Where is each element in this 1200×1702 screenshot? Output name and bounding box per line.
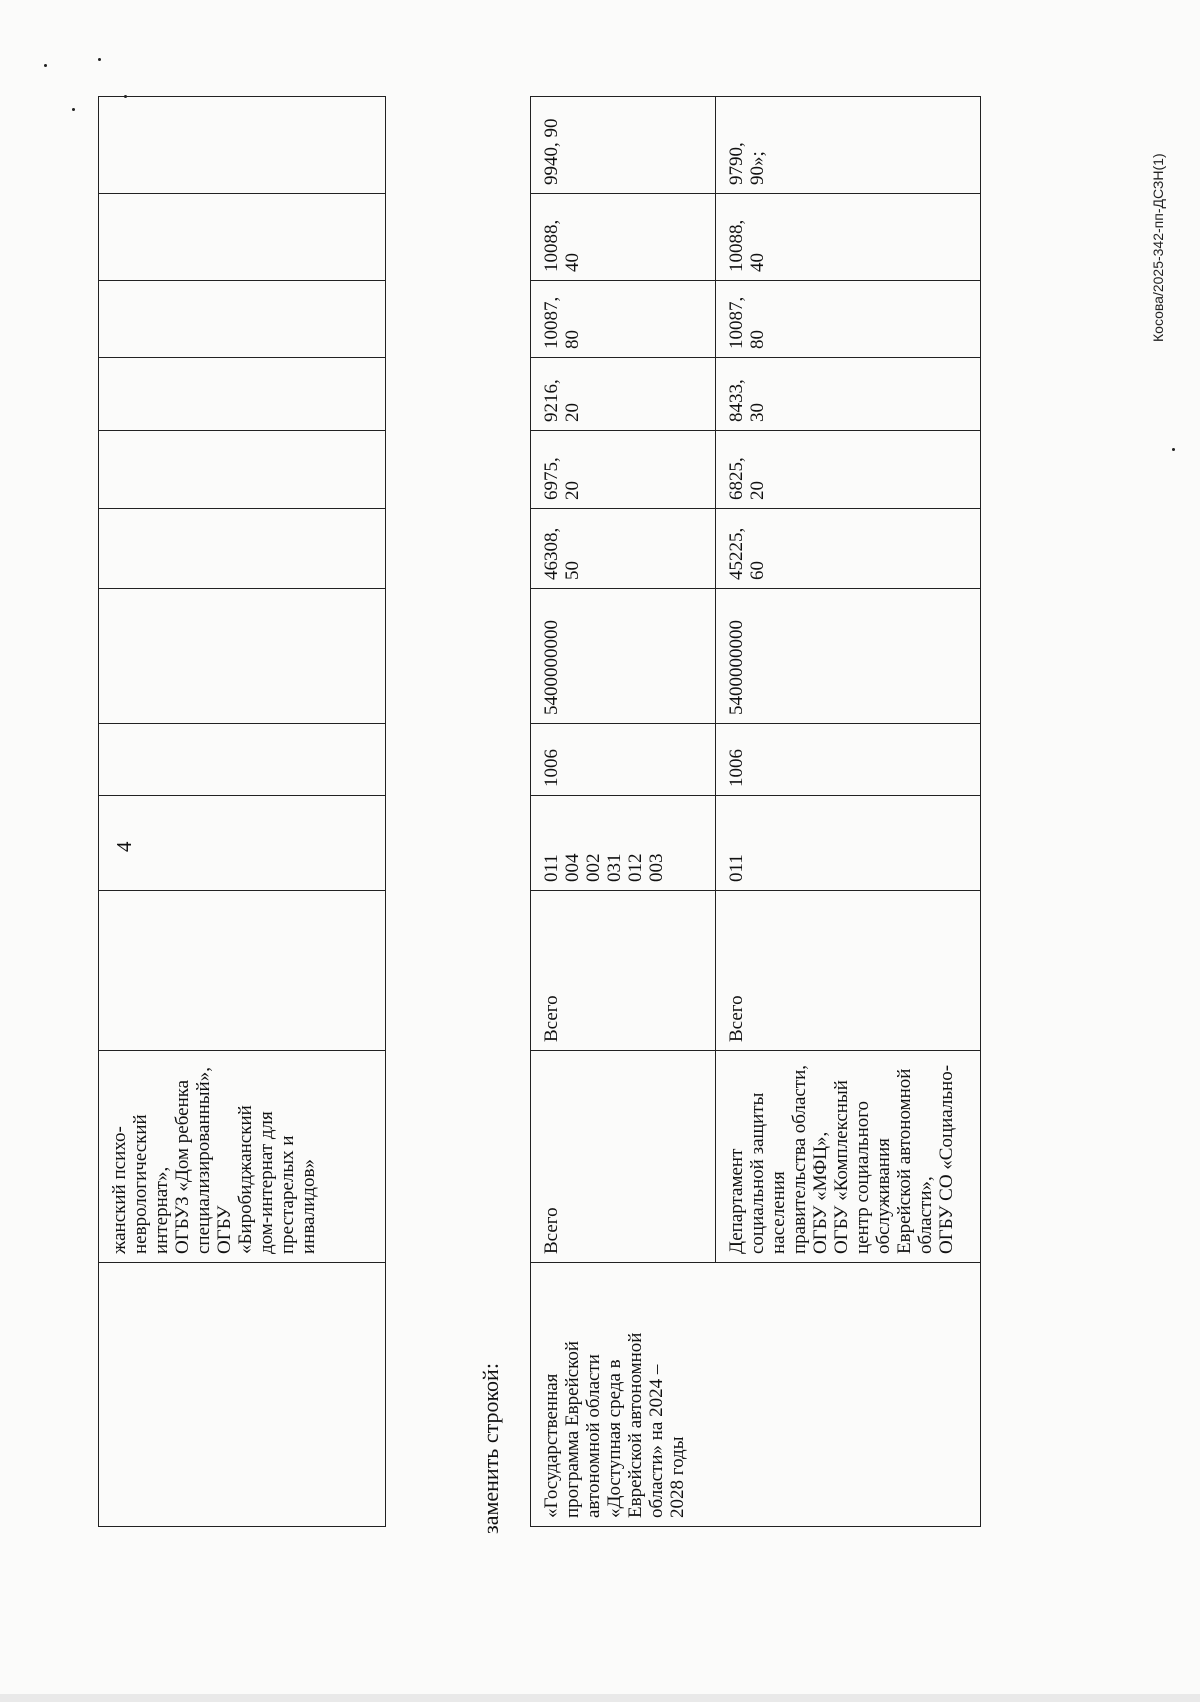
org-list-cell: жанский психо- неврологический интернат», ОГБУЗ «Дом ребенка специализированный», ОГБУ «Биробиджанский дом-интернат для престарелых и инвалидов» xyxy=(99,1051,386,1263)
y2028-cell: 9790, 90»; xyxy=(716,97,981,194)
program-name-cell: «Государственная программа Еврейской автономной области «Доступная среда в Еврейской автономной области» на 2024 – 2028 годы xyxy=(531,1263,981,1527)
y2028-cell-empty xyxy=(99,97,386,194)
y2026-cell: 10087, 80 xyxy=(531,281,716,358)
scan-speck xyxy=(98,58,101,61)
y2024-cell: 6975, 20 xyxy=(531,431,716,509)
y2025-cell: 9216, 20 xyxy=(531,358,716,431)
total-cell: 46308, 50 xyxy=(531,509,716,589)
total-cell-empty xyxy=(99,509,386,589)
rzpr-cell-empty xyxy=(99,724,386,796)
table-replacement xyxy=(530,96,981,1527)
status-cell: Всего xyxy=(716,891,981,1051)
executor-cell: Департамент социальной защиты населения правительства области, ОГБУ «МФЦ», ОГБУ «Комплексный центр социального обслуживания Еврейской автономной области», ОГБУ СО «Социально- xyxy=(716,1051,981,1263)
table-row xyxy=(99,97,386,1527)
y2025-cell: 8433, 30 xyxy=(716,358,981,431)
y2026-cell-empty xyxy=(99,281,386,358)
grbs-cell-empty xyxy=(99,796,386,891)
grbs-cell: 011 004 002 031 012 003 xyxy=(531,796,716,891)
program-cell-empty xyxy=(99,1263,386,1527)
scan-speck xyxy=(72,108,75,111)
y2028-cell: 9940, 90 xyxy=(531,97,716,194)
csr-cell-empty xyxy=(99,589,386,724)
y2027-cell: 10088, 40 xyxy=(716,194,981,281)
rzpr-cell: 1006 xyxy=(531,724,716,796)
y2026-cell: 10087, 80 xyxy=(716,281,981,358)
y2024-cell: 6825, 20 xyxy=(716,431,981,509)
total-cell: 45225, 60 xyxy=(716,509,981,589)
y2024-cell-empty xyxy=(99,431,386,509)
page-number: 4 xyxy=(112,841,136,852)
status-cell-empty xyxy=(99,891,386,1051)
status-cell: Всего xyxy=(531,891,716,1051)
table-row xyxy=(531,97,716,1527)
grbs-cell: 011 xyxy=(716,796,981,891)
rzpr-cell: 1006 xyxy=(716,724,981,796)
y2027-cell-empty xyxy=(99,194,386,281)
scan-speck xyxy=(44,64,47,67)
y2027-cell: 10088, 40 xyxy=(531,194,716,281)
executor-cell: Всего xyxy=(531,1051,716,1263)
scan-speck xyxy=(1172,448,1175,451)
scan-bottom-edge xyxy=(0,1694,1200,1702)
table-continuation xyxy=(98,96,386,1527)
replace-caption: заменить строкой: xyxy=(478,1363,503,1534)
csr-cell: 5400000000 xyxy=(531,589,716,724)
y2025-cell-empty xyxy=(99,358,386,431)
scan-speck xyxy=(124,95,127,98)
csr-cell: 5400000000 xyxy=(716,589,981,724)
document-code: Косова/2025-342-пп-ДСЗН(1) xyxy=(1150,153,1166,342)
